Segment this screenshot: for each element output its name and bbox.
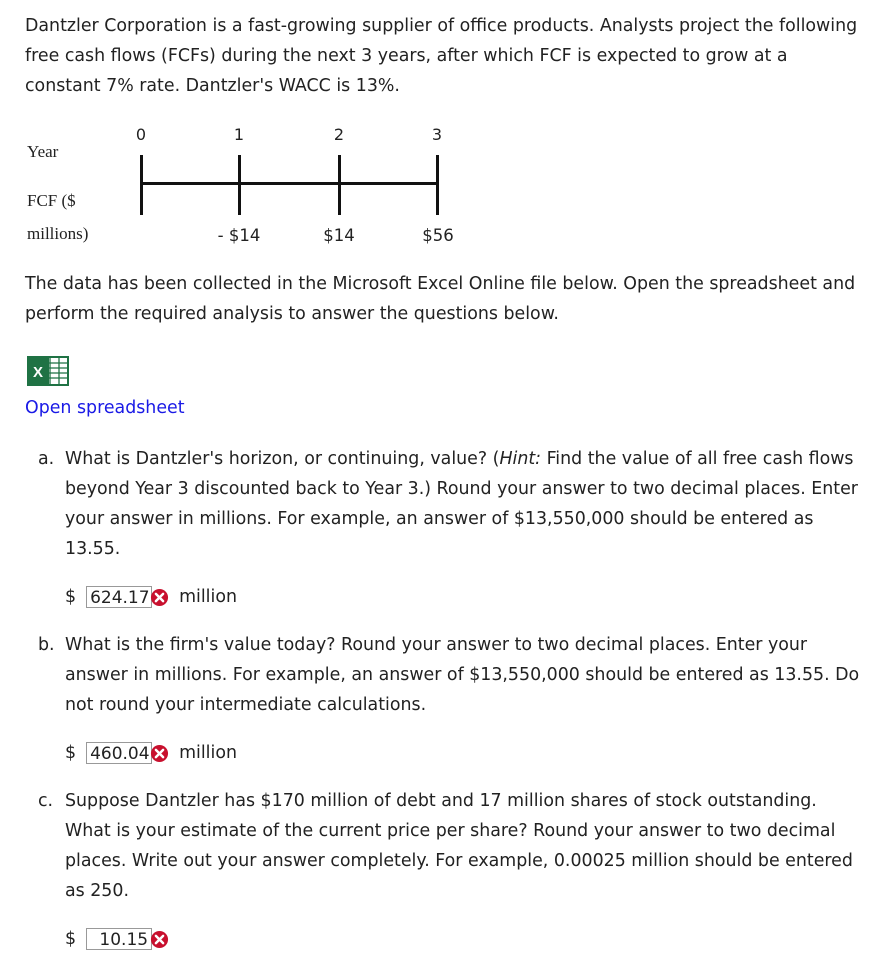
- answer-c-input[interactable]: 10.15: [86, 928, 152, 950]
- question-a: [38, 444, 868, 564]
- question-a-text-before: What is Dantzler's horizon, or continuing, value? (: [65, 449, 500, 469]
- question-a-letter: a.: [38, 449, 55, 469]
- question-a-text-after: Find the value of all free cash flows beyond Year 3 discounted back to Year 3.) Round your answer to two decimal places. Enter your answer in millions. For example, an answer of $13,550,000 should be entered as 13.55.: [65, 449, 858, 559]
- incorrect-icon: [150, 588, 169, 607]
- timeline-year-0: 0: [135, 125, 147, 144]
- answer-c-currency: $: [65, 929, 77, 949]
- timeline-tick-0: [140, 155, 143, 215]
- data-instructions: The data has been collected in the Microsoft Excel Online file below. Open the spreadsheet and perform the required analysis to answer the questions below.: [25, 274, 856, 324]
- incorrect-icon: [150, 744, 169, 763]
- answer-a-input[interactable]: 624.17: [86, 586, 152, 608]
- timeline-value-1: - $14: [217, 226, 261, 245]
- question-c-text: Suppose Dantzler has $170 million of debt and 17 million shares of stock outstanding. What is your estimate of the current price per share? Round your answer to two decimal places. Write out your answer completely. For example, 0.00025 million should be entered as 250.: [65, 791, 853, 901]
- question-b-text: What is the firm's value today? Round your answer to two decimal places. Enter your answer in millions. For example, an answer of $13,550,000 should be entered as 13.55. Do not round your intermediate calculations.: [65, 635, 860, 715]
- question-c-letter: c.: [38, 791, 54, 811]
- timeline-axis: [140, 182, 439, 185]
- answer-b-input[interactable]: 460.04: [86, 742, 152, 764]
- answer-a-currency: $: [65, 587, 77, 607]
- question-a-text: [65, 444, 868, 564]
- question-c: [38, 786, 868, 906]
- svg-text:X: X: [32, 364, 44, 381]
- timeline-tick-3: [436, 155, 439, 215]
- answer-b-unit: million: [179, 743, 238, 763]
- question-b-letter: b.: [38, 635, 55, 655]
- excel-icon[interactable]: [27, 356, 69, 386]
- answer-c-row: [65, 926, 169, 952]
- answer-b-currency: $: [65, 743, 77, 763]
- question-a-hint: Hint:: [499, 449, 542, 469]
- problem-intro: Dantzler Corporation is a fast-growing supplier of office products. Analysts project the following free cash flows (FCFs) during the next 3 years, after which FCF is expected to grow at a constant 7% rate. Dantzler's WACC is 13%.: [25, 16, 858, 96]
- timeline-fcf-label-line1: FCF ($: [27, 191, 76, 210]
- answer-b-row: [65, 740, 237, 766]
- timeline-fcf-label-line2: millions): [27, 224, 89, 243]
- timeline-tick-1: [238, 155, 241, 215]
- timeline-value-2: $14: [323, 226, 355, 245]
- timeline-value-3: $56: [422, 226, 454, 245]
- timeline-year-label: Year: [27, 142, 59, 161]
- timeline-year-2: 2: [333, 125, 345, 144]
- answer-a-unit: million: [179, 587, 238, 607]
- incorrect-icon: [150, 930, 169, 949]
- timeline-year-1: 1: [233, 125, 245, 144]
- timeline-tick-2: [338, 155, 341, 215]
- timeline-year-3: 3: [431, 125, 443, 144]
- question-b: [38, 630, 868, 720]
- open-spreadsheet-link[interactable]: Open spreadsheet: [25, 398, 185, 418]
- answer-a-row: [65, 584, 237, 610]
